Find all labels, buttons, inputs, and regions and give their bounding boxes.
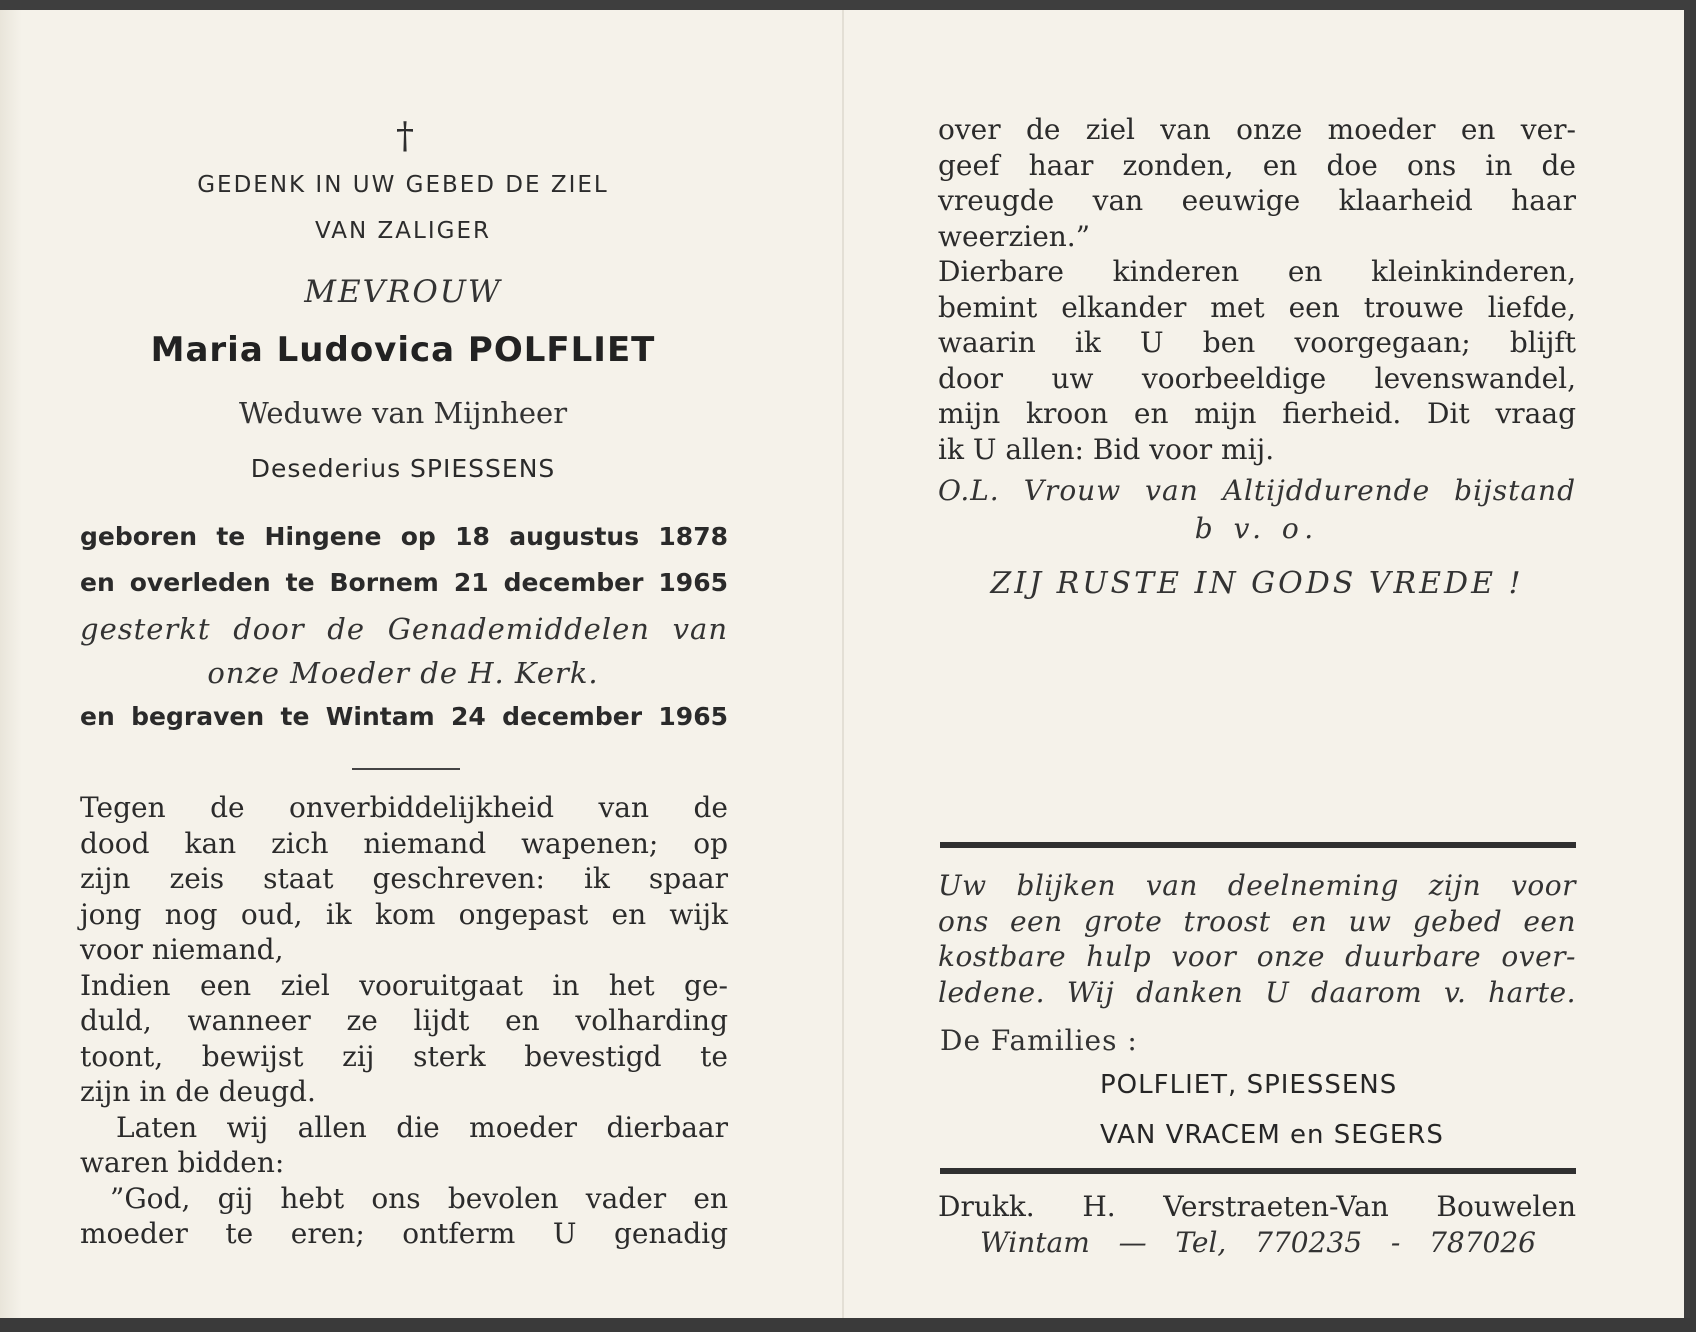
- salutation: MEVROUW: [304, 274, 502, 310]
- printer-name: Drukk. H. Verstraeten-Van Bouwelen: [938, 1190, 1576, 1223]
- family-names-2: VAN VRACEM en SEGERS: [1100, 1120, 1444, 1150]
- family-names-1: POLFLIET, SPIESSENS: [1100, 1070, 1398, 1100]
- text-line: ik U allen: Bid voor mij.: [938, 432, 1275, 466]
- deceased-name: Maria Ludovica POLFLIET: [150, 330, 656, 370]
- invocation: O.L. Vrouw van Altijddurende bijstand: [938, 474, 1576, 507]
- rest-in-peace: ZIJ RUSTE IN GODS VREDE !: [990, 566, 1524, 601]
- remember-heading: GEDENK IN UW GEBED DE ZIEL: [197, 172, 609, 198]
- families-label: De Families :: [940, 1024, 1138, 1057]
- text-line: Tegen de onverbiddelijkheid van de: [80, 791, 728, 824]
- meditation-text: [80, 790, 728, 1252]
- thanks-text: [938, 868, 1576, 1010]
- text-line: bemint elkander met een trouwe liefde,: [938, 290, 1576, 324]
- text-line: Indien een ziel vooruitgaat in het ge-: [80, 968, 728, 1002]
- text-line: moeder te eren; ontferm U genadig: [80, 1217, 728, 1250]
- divider: [352, 768, 460, 770]
- husband-name: Desederius SPIESSENS: [250, 454, 556, 483]
- prayer-text: [938, 112, 1576, 467]
- text-line: mijn kroon en mijn fierheid. Dit vraag: [938, 397, 1576, 430]
- death-line: en overleden te Bornem 21 december 1965: [80, 568, 728, 597]
- text-line: dood kan zich niemand wapenen; op: [80, 826, 728, 860]
- text-line: duld, wanneer ze lijdt en volharding: [80, 1004, 728, 1037]
- pray-for-us: b v. o.: [1194, 512, 1320, 545]
- text-line: vreugde van eeuwige klaarheid haar: [938, 184, 1576, 217]
- text-line: Laten wij allen die moeder dierbaar: [116, 1110, 728, 1144]
- cross-icon: †: [396, 116, 414, 157]
- sacraments-line-1: gesterkt door de Genademiddelen van: [80, 612, 728, 646]
- text-line: weerzien.”: [938, 219, 1091, 253]
- text-line: Dierbare kinderen en kleinkinderen,: [938, 255, 1576, 288]
- text-line: waarin ik U ben voorgegaan; blijft: [938, 326, 1576, 359]
- text-line: ons een grote troost en uw gebed een: [938, 904, 1576, 938]
- text-line: Uw blijken van deelneming zijn voor: [938, 869, 1576, 902]
- burial-line: en begraven te Wintam 24 december 1965: [80, 702, 728, 731]
- rule-bottom: [940, 1168, 1576, 1174]
- text-line: jong nog oud, ik kom ongepast en wijk: [80, 897, 728, 931]
- printer-contact: Wintam — Tel, 770235 - 787026: [980, 1226, 1536, 1259]
- text-line: zijn in de deugd.: [80, 1075, 316, 1108]
- text-line: voor niemand,: [80, 933, 284, 966]
- card-fold: [842, 10, 844, 1330]
- text-line: waren bidden:: [80, 1146, 285, 1179]
- text-line: over de ziel van onze moeder en ver-: [938, 113, 1576, 146]
- text-line: zijn zeis staat geschreven: ik spaar: [80, 862, 728, 895]
- card-edge-shadow: [0, 10, 22, 1330]
- text-line: door uw voorbeeldige levenswandel,: [938, 361, 1576, 395]
- text-line: ledene. Wij danken U daarom v. harte.: [938, 975, 1576, 1009]
- text-line: kostbare hulp voor onze duurbare over-: [938, 940, 1576, 973]
- text-line: geef haar zonden, en doe ons in de: [938, 148, 1576, 182]
- birth-line: geboren te Hingene op 18 augustus 1878: [80, 522, 728, 551]
- text-line: ”God, gij hebt ons bevolen vader en: [110, 1181, 728, 1215]
- text-line: toont, bewijst zij sterk bevestigd te: [80, 1039, 728, 1073]
- sacraments-line-2: onze Moeder de H. Kerk.: [207, 656, 599, 690]
- rule-top: [940, 842, 1576, 848]
- widow-line: Weduwe van Mijnheer: [238, 396, 568, 430]
- remember-heading-2: VAN ZALIGER: [315, 218, 491, 244]
- scan-border: [0, 1318, 1696, 1332]
